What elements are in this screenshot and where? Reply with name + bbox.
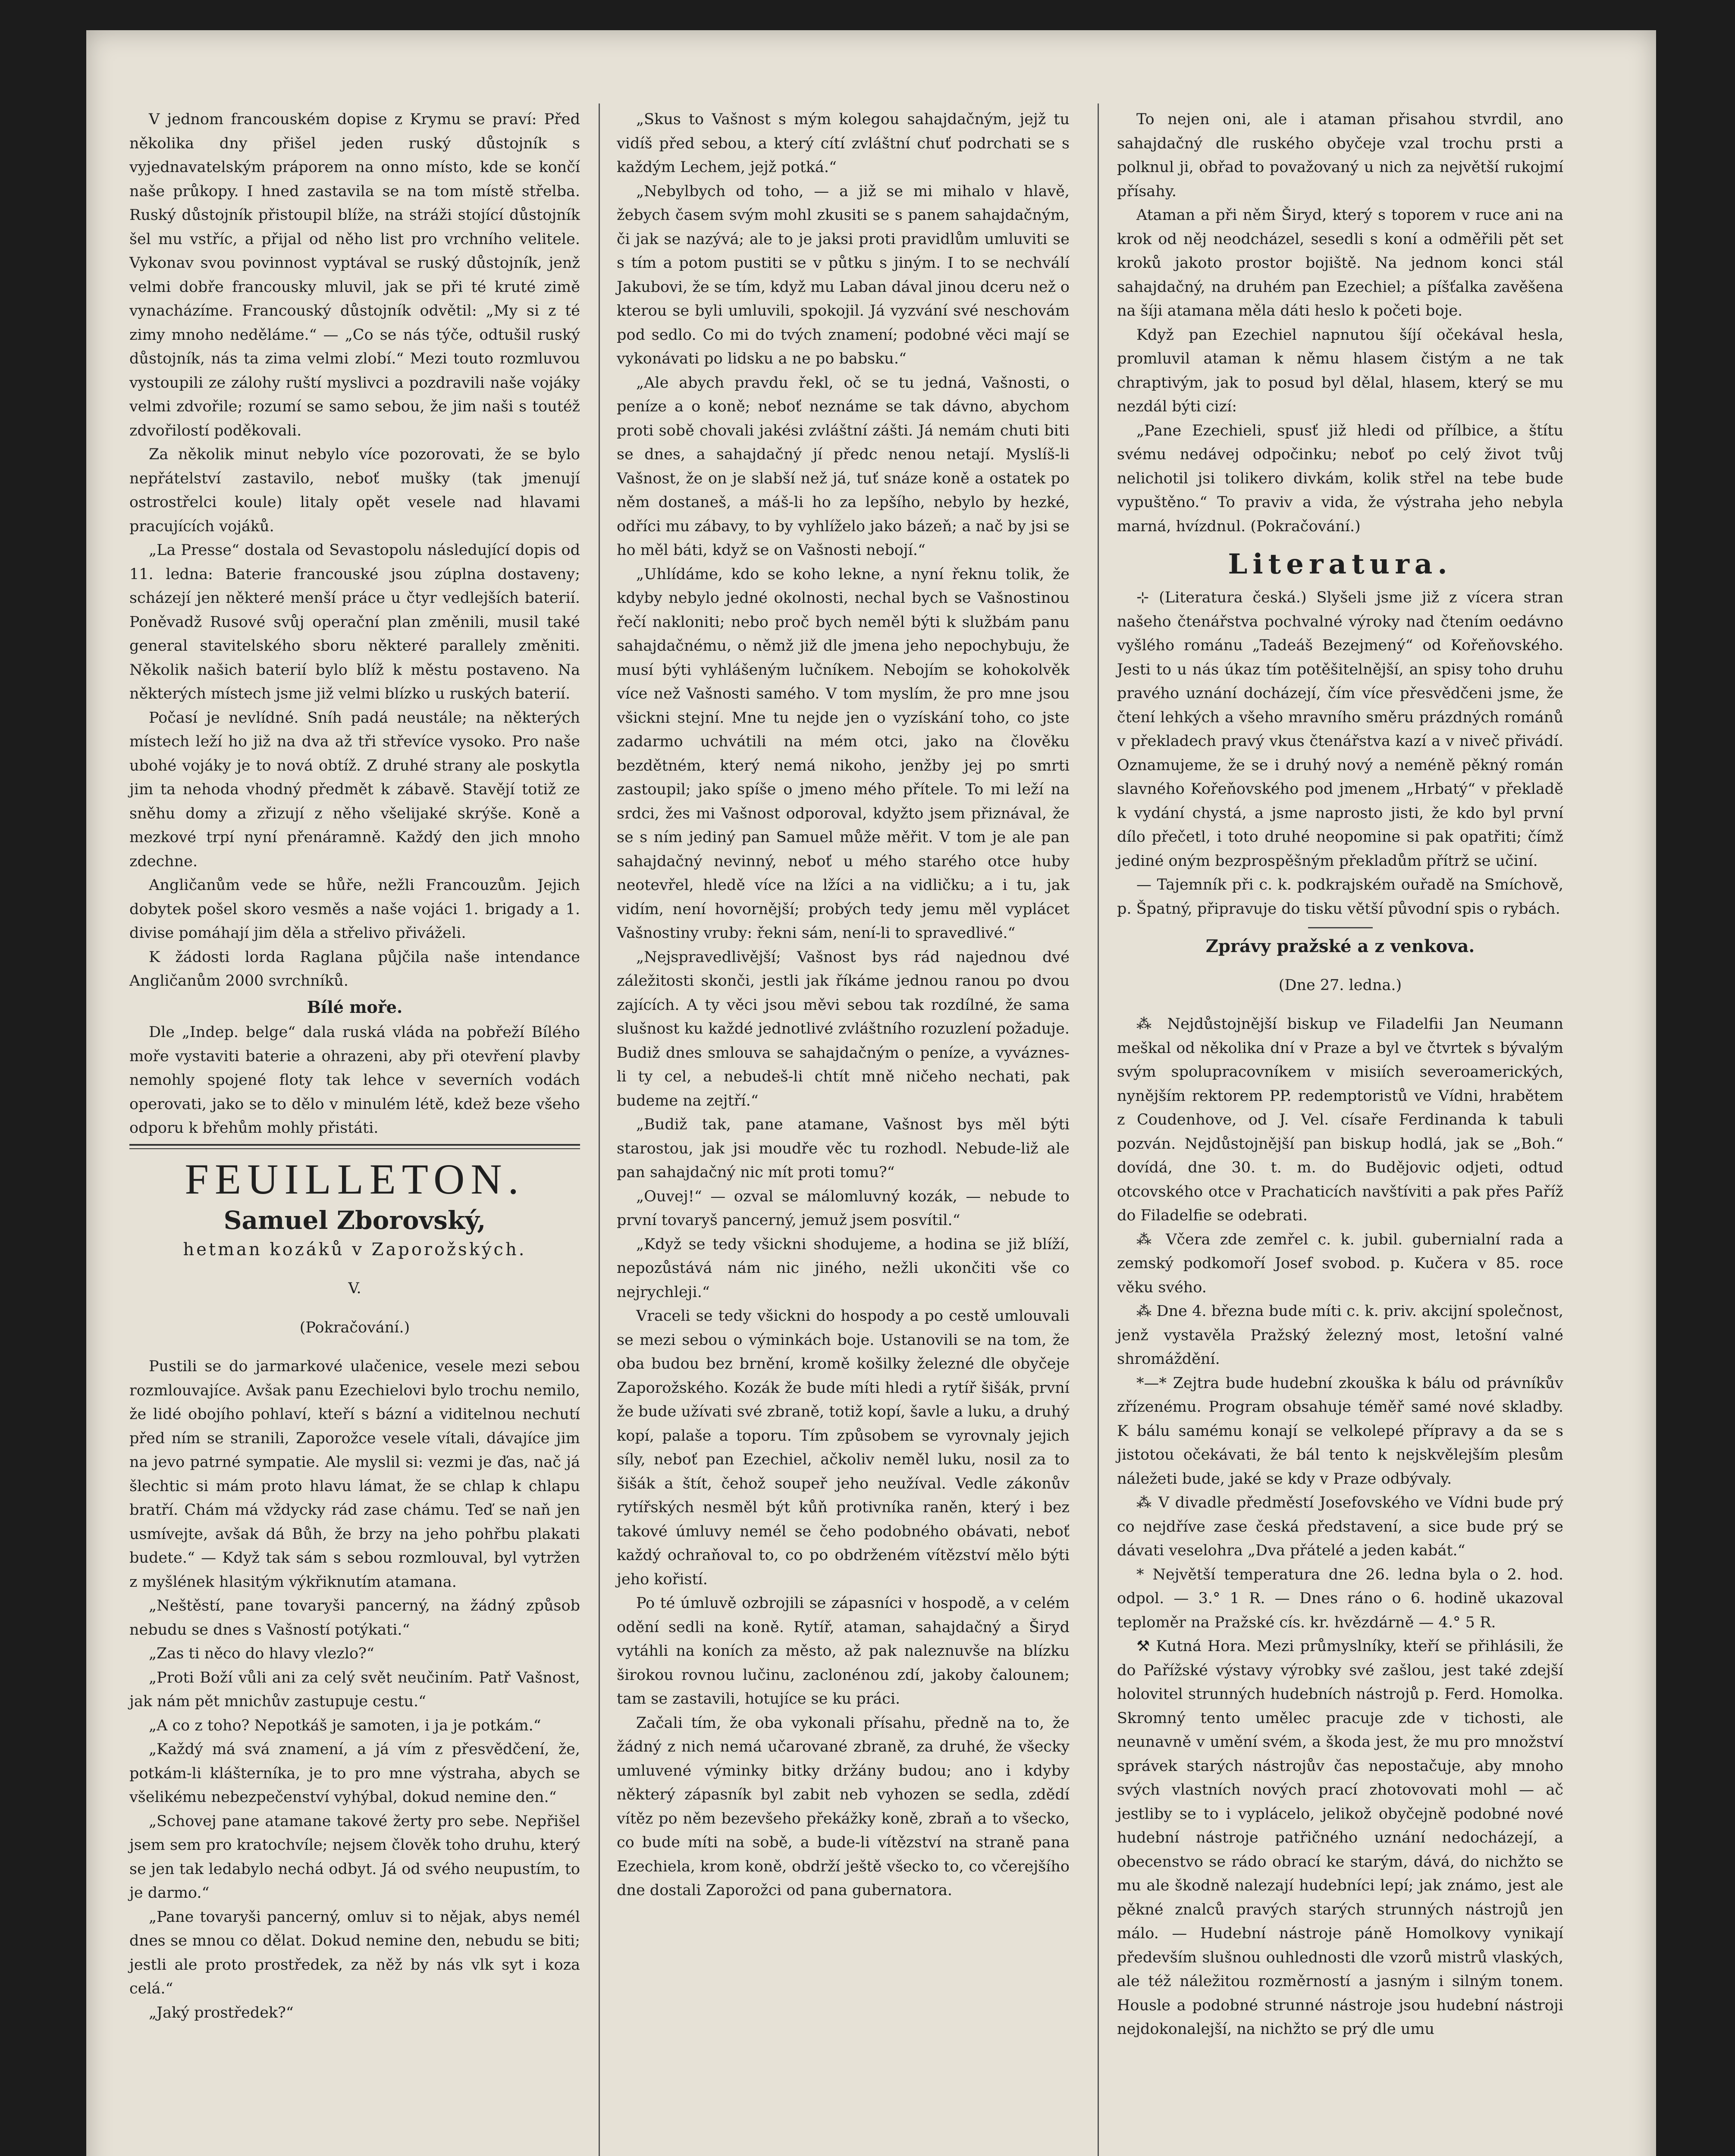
story-paragraph: „Pane Ezechieli, spusť již hledi od přílbice, a štítu svému nedávej odpočinku; neboť po celý život tvůj nelichotil jsi tolikero divkám, kolik střel na tebe bude vypuštěno.“ To praviv a vida, že výstraha jeho nebyla marná, hvízdnul. (Pokračování.) — [1117, 422, 1563, 535]
news-item: ⁂ V divadle předměstí Josefovského ve Vídni bude prý co nejdříve zase česká představení, a sice bude prý se dávati veselohra „Dva přátelé a jeden kabát.“ — [1117, 1494, 1563, 1559]
news-item: ⁂ Dne 4. března bude míti c. k. priv. akcijní společnost, jenž vystavěla Pražský železný most, letošní valné shromáždění. — [1117, 1303, 1563, 1368]
news-item: ⁂ Nejdůstojnější biskup ve Filadelfii Jan Neumann meškal od několika dní v Praze a byl ve čtvrtek s bývalým svým spolupracovníkem v misiích severoamerických, nynějším rektorem PP. redemptoristů ve Vídni, hrabětem z Coudenhove, od J. Vel. císaře Ferdinanda k tabuli pozván. Nejdůstojnější pan biskup hodlá, jak se „Boh.“ dovídá, dne 30. t. m. do Budějovic odjeti, odtud otcovského otce v Prachaticích navštíviti a pak přes Paříž do Filadelfie se odebrati. — [1117, 1015, 1563, 1224]
news-paragraph: Za několik minut nebylo více pozorovati, že se bylo nepřátelství zastavilo, neboť mušky (tak jmenují ostrostřelci koule) litaly opět vesele nad hlavami pracujících vojáků. — [129, 446, 580, 535]
story-paragraph: „Když se tedy všickni shodujeme, a hodina se již blíží, nepozůstává nám nic jiného, nežli ukončiti vše co nejrychleji.“ — [617, 1235, 1070, 1301]
news-paragraph: „La Presse“ dostala od Sevastopolu následující dopis od 11. ledna: Baterie francouské jsou zúplna dostaveny; scházejí jen některé menší práce u čtyr vedlejších baterií. Poněvadž Rusové svůj operační plan změnili, musil také general stavitelského sboru některé parallely změniti. Několik našich baterií bylo blíž k městu postaveno. Na některých místech jsme již velmi blízko u ruských baterií. — [129, 542, 580, 702]
story-title: Samuel Zborovský, — [223, 1205, 486, 1235]
story-paragraph: „A co z toho? Nepotkáš je samoten, i ja je potkám.“ — [149, 1717, 541, 1734]
column-divider — [1098, 103, 1099, 2156]
story-paragraph: „Nebylbych od toho, — a již se mi mihalo v hlavě, žebych časem svým mohl zkusiti se s panem sahajdačným, či jak se nazývá; ale to je jaksi proti pravidlům umluviti se s tím a potom pustiti se v půtku s jiným. I to se nechválí Jakubovi, že se tím, když mu Laban dával jinou dceru než o kterou se byli umluvili, spokojil. Já vyzvání své neschovám pod sedlo. Co mi do tvých znamení; podobné věci mají se vykonávati po lidsku a ne po babsku.“ — [617, 182, 1070, 367]
story-paragraph: „Jaký prostředek?“ — [149, 2004, 294, 2021]
story-paragraph: „Zas ti něco do hlavy vlezlo?“ — [149, 1645, 374, 1662]
story-paragraph: „Skus to Vašnost s mým kolegou sahajdačným, jejž tu vidíš před sebou, a který cítí zvláštní chuť podrchati se s každým Lechem, jejž potká.“ — [617, 111, 1070, 176]
news-paragraph: Počasí je nevlídné. Sníh padá neustále; na některých místech leží ho již na dva až tři střevíce vysoko. Pro naše ubohé vojáky je to nová obtíž. Z druhé strany ale poskytla jim ta nehoda vhodný předmět k zábavě. Stavějí totiž ze sněhu domy a zřizují z něho všelijaké skrýše. Koně a mezkové trpí nyní přenáramně. Každý den jich mnoho zdechne. — [129, 709, 580, 870]
story-paragraph: Když pan Ezechiel napnutou šíjí očekával hesla, promluvil ataman k němu hlasem čistým a ne tak chraptivým, jak to posud byl dělal, hlasem, který se mu nezdál býti cizí: — [1117, 326, 1563, 415]
news-paragraph: Angličanům vede se hůře, nežli Francouzům. Jejich dobytek pošel skoro vesměs a naše vojáci 1. brigady a 1. divise pomáhají jim děla a střelivo přiváželi. — [129, 877, 580, 942]
news-paragraph: Dle „Indep. belge“ dala ruská vláda na pobřeží Bílého moře vystaviti baterie a ohrazeni, aby při otevření plavby nemohly spojené floty tak lehce v severních vodách operovati, jako se to dělo v minulém létě, kdež beze všeho odporu k břehům mohly přistáti. — [129, 1024, 580, 1137]
literatura-heading: Literatura. — [1228, 548, 1453, 580]
story-subtitle: hetman kozáků v Zaporožských. — [183, 1239, 527, 1260]
story-paragraph: „Schovej pane atamane takové žerty pro sebe. Nepřišel jsem sem pro kratochvíle; nejsem člověk toho druhu, který se jen tak ledabylo nechá odbyt. Já od svého neupustím, to je darmo.“ — [129, 1812, 580, 1902]
column-2 — [617, 108, 1070, 1903]
story-paragraph: Začali tím, že oba vykonali přísahu, předně na to, že žádný z nich nemá učarované zbraně, za druhé, že všecky umluvené výminky bitky držány budou; ano i kdyby některý zápasník byl zabit neb vyhozen se sedla, zdědí vítěz po něm bezevšeho překážky koně, zbraň a to všecko, co bude míti na sobě, a bude-li vítězství na straně pana Ezechiela, krom koně, obdrží ještě všecko to, co včerejšího dne dostali Zaporožci od pana gubernatora. — [617, 1714, 1070, 1899]
story-paragraph: „Uhlídáme, kdo se koho lekne, a nyní řeknu tolik, že kdyby nebylo jedné okolnosti, nechal bych se Vašnostinou řečí nakloniti; nebo proč bych neměl býti k službám panu sahajdačnému, o němž již dle jmena jeho nepochybuju, že musí býti vyhlášeným lučníkem. Nebojím se kohokolvěk více než Vašnosti samého. V tom myslím, že pro mne jsou všickni stejní. Mne tu nejde jen o vyzískání toho, co jste zadarmo uchvátili na mém otci, jako na člověku bezdětném, který nemá nikoho, jenžby jej po smrti zastoupil; jako spíše o jmeno mého přítele. To mi leží na srdci, žes mi Vašnost odporoval, kdyžto jsem přiznával, že se s ním jediný pan Samuel může měřit. V tom je ale pan sahajdačný nevinný, neboť u mého starého otce huby neotevřel, hledě více na lžíci a na vidličku; a i tu, jak vidím, není hovornější; probých tedy jemu měl vyplácet Vašnostiny vruby: řekni sám, není-li to spravedlivé.“ — [617, 565, 1070, 942]
news-item: *—* Zejtra bude hudební zkouška k bálu od právníkův zřízenému. Program obsahuje téměř samé nové skladby. K bálu samému konají se velkolepé přípravy a da se s jistotou očekávati, že bál tento k nejskvělejším plesům náležeti bude, jaké se kdy v Praze odbývaly. — [1117, 1374, 1563, 1488]
column-divider — [599, 103, 600, 2156]
newspaper-page — [86, 30, 1656, 2156]
literature-paragraph: — Tajemník při c. k. podkrajském ouřadě na Smíchově, p. Špatný, připravuje do tisku větší původní spis o rybách. — [1117, 876, 1563, 918]
news-paragraph: K žádosti lorda Raglana půjčila naše intendance Angličanům 2000 svrchníků. — [129, 948, 580, 990]
feuilleton-heading: FEUILLETON. — [185, 1155, 525, 1203]
column-1 — [129, 108, 580, 2025]
story-paragraph: „Nejspravedlivější; Vašnost bys rád najednou dvé záležitosti skonči, jestli jak říkáme jednou ranou po dvou zajících. A ty věci jsou měvi sebou tak rozdílné, že sama slušnost ku každé jednotlivé zvláštního rozuzlení požaduje. Budiž dnes smlouva se sahajdačným o peníze, a vyváznes-li ty cel, a nebudeš-li chtít mně ničeho nechati, pak budeme na zejtří.“ — [617, 948, 1070, 1109]
story-paragraph: „Ouvej!“ — ozval se málomluvný kozák, — nebude to první tovaryš pancerný, jemuž jsem posvítil.“ — [617, 1188, 1070, 1229]
story-paragraph: „Budiž tak, pane atamane, Vašnost bys měl býti starostou, jak jsi moudře věc tu rozhodl. Nebude-liž ale pan sahajdačný nic mít proti tomu?“ — [617, 1116, 1070, 1181]
news-item: * Největší temperatura dne 26. ledna byla o 2. hod. odpol. — 3.° 1 R. — Dnes ráno o 6. hodině ukazoval teploměr na Pražské cís. kr. hvězdárně — 4.° 5 R. — [1117, 1566, 1563, 1631]
literature-paragraph: ⊹ (Literatura česká.) Slyšeli jsme již z vícera stran našeho čtenářstva pochvalné výroky nad čtením oedávno vyšlého románu „Tadeáš Bezejmený“ od Kořeňovského. Jesti to u nás úkaz tím potěšitelnější, an spisy toho druhu pravého uznání docházejí, čím více přesvědčeni jsme, že čtení lehkých a všeho mravního směru prázdných románů v překladech pravý vkus čtenářstva kazí a v niveč přivádí. Oznamujeme, že se i druhý nový a neméně pěkný román slavného Kořeňovského pod jmenem „Hrbatý“ v překladě k vydání chystá, a jsme naprosto jisti, že kdo byl první dílo přečetl, i toto druhé neopomine si pak opatřiti; čímž jediné oným bezprospěšným překladům přítrž se učiní. — [1117, 589, 1563, 870]
news-item: ⁂ Včera zde zemřel c. k. jubil. gubernialní rada a zemský podkomoří Josef svobod. p. Kučera v 85. roce věku svého. — [1117, 1231, 1563, 1296]
section-divider — [129, 1144, 580, 1149]
chapter-number: V. — [348, 1280, 361, 1297]
news-paragraph: V jednom francouském dopise z Krymu se praví: Před několika dny přišel jeden ruský důstojník s vyjednavatelským práporem na onno místo, kde se končí naše průkopy. I hned zastavila se na tom místě střelba. Ruský důstojník přistoupil blíže, na stráži stojící důstojník šel mu vstříc, a přijal od něho list pro vrchního velitele. Vykonav svou povinnost vyptával se ruský důstojník, jenž velmi dobře francousky mluvil, jak se při té kruté zimě vynacházíme. Francouský důstojník odvětil: „My si z té zimy mnoho neděláme.“ — „Co se nás týče, odtušil ruský důstojník, nás ta zima velmi zlobí.“ Mezi touto rozmluvou vystoupili ze zálohy ruští myslivci a pozdravili naše vojáky velmi zdvořile; rozumí se samo sebou, že jim naši s toutéž zdvořilostí poděkovali. — [129, 111, 580, 439]
short-divider — [1308, 927, 1373, 928]
story-paragraph: Vraceli se tedy všickni do hospody a po cestě umlouvali se mezi sebou o výminkách boje. Ustanovili se na tom, že oba budou bez brnění, kromě košilky železné dle obyčeje Zaporožského. Kozák že bude míti hledi a rytíř šišák, první že bude užívati své zbraně, totiž kopí, šavle a luku, a druhý kopí, palaše a toporu. Tím způsobem se vyrovnaly jejich síly, neboť pan Ezechiel, ačkoliv neměl luku, nosil za to šišák a štít, čehož soupeř jeho neužíval. Vedle zákonův rytířských nesměl být kůň protivníka raněn, který i bez takové úmluvy nemél se čeho podobného obávati, neboť každý ochraňoval to, co po obdrženém vítězství mělo býti jeho kořistí. — [617, 1307, 1070, 1588]
story-paragraph: „Ale abych pravdu řekl, oč se tu jedná, Vašnosti, o peníze a o koně; neboť neznáme se tak dávno, abychom proti sobě chovali jakési zvláštní zášti. Já nemám chuti biti se dnes, a sahajdačný jí předc nenou netají. Myslíš-li Vašnost, že on je slabší než já, tuť snáze koně a ostatek po něm dostaneš, a máš-li ho za lepšího, nebylo by hezké, odříci mu zábavy, to by vyhlíželo jako bázeň; a nač by jsi se ho měl báti, když se on Vašnosti nebojí.“ — [617, 374, 1070, 559]
story-paragraph: „Pane tovaryši pancerný, omluv si to nějak, abys nemél dnes se mnou co dělat. Dokud nemine den, nebudu se biti; jestli ale proto prostředek, za něž by nás vlk syt i koza celá.“ — [129, 1908, 580, 1997]
story-paragraph: Ataman a při něm Širyd, který s toporem v ruce ani na krok od něj neodcházel, sesedli s koní a odměřili pět set kroků jakoto prostor bojiště. Na jednom konci stál sahajdačný, na druhém pan Ezechiel; a píšťalka zavěšena na šíji atamana měla dáti heslo k početi boje. — [1117, 207, 1563, 320]
section-heading-white-sea: Bílé moře. — [307, 997, 403, 1017]
story-paragraph: „Neštěstí, pane tovaryši pancerný, na žádný způsob nebudu se dnes s Vašností potýkati.“ — [129, 1597, 580, 1639]
story-paragraph: „Proti Boží vůli ani za celý svět neučiním. Patř Vašnost, jak nám pět mnichův zastupuje cestu.“ — [129, 1669, 580, 1710]
news-item: ⚒ Kutná Hora. Mezi průmyslníky, kteří se přihlásili, že do Pařížské výstavy výrobky své zašlou, jest také zdejší holovitel strunných hudebních nástrojů p. Ferd. Homolka. Skromný tento umělec pracuje zde v tichosti, ale neunavně v umění svém, a škoda jest, že mu pro množství správek starých nástrojův čas nepostačuje, aby mnoho svých vlastních nových prací zhotovovati mohl — ač jestliby se to i vyplácelo, jelikož obyčejně podobné nové hudební nástroje patřičného uznání nedocházejí, a obecenstvo se rádo obrací ke starým, dává, do nichžto se mu ale škodně nalezají hudebníci lepí; jak známo, jest ale pěkné znalců pravých starých strunných nástrojů jen málo. — Hudební nástroje páně Homolkovy vynikají především slušnou ouhlednosti dle vzorů mistrů vlaských, ale též náležitou rozměrností a jasným i silným tonem. Housle a podobné strunné nástroje jsou hudební nástroji nejdokonalejší, na nichžto se prý dle umu — [1117, 1638, 1563, 2038]
news-section-heading: Zprávy pražské a z venkova. — [1205, 936, 1475, 956]
column-3 — [1117, 108, 1563, 2042]
news-date: (Dne 27. ledna.) — [1278, 976, 1402, 994]
story-paragraph: Po té úmluvě ozbrojili se zápasníci v hospodě, a v celém odění sedli na koně. Rytíř, ataman, sahajdačný a Širyd vytáhli na koních za město, až pak naleznuvše na blízku širokou rovnou lučinu, zaclonénou zdí, jakoby čalounem; tam se zastavili, hotujíce se ku práci. — [617, 1595, 1070, 1708]
story-paragraph: To nejen oni, ale i ataman přisahou stvrdil, ano sahajdačný dle ruského obyčeje vzal trochu prsti a polknul ji, obřad to považovaný u nich za největší rukojmí přísahy. — [1117, 111, 1563, 200]
story-paragraph: Pustili se do jarmarkové ulačenice, vesele mezi sebou rozmlouvajíce. Avšak panu Ezechielovi bylo trochu nemilo, že lidé obojího pohlaví, kteří s bázní a viditelnou nechutí před ním se stranili, Zaporožce vesele vítali, dávajíce jim na jevo patrné sympatie. Ale myslil si: vezmi je ďas, nač já šlechtic si mám proto hlavu lámat, že se chlap k chlapu bratří. Chám má vždycky rád zase chámu. Teď se naň jen usmívejte, avšak dá Bůh, že brzy na jeho pohřbu plakati budete.“ — Když tak sám s sebou rozmlouval, byl vytržen z myšlének hlasitým výkřiknutím atamana. — [129, 1358, 580, 1591]
story-paragraph: „Každý má svá znamení, a já vím z přesvědčení, že, potkám-li klášterníka, je to pro mne výstraha, abych se všelikému nebezpečenství vyhýbal, dokud nemine den.“ — [129, 1741, 580, 1806]
continued-note: (Pokračování.) — [299, 1319, 410, 1336]
